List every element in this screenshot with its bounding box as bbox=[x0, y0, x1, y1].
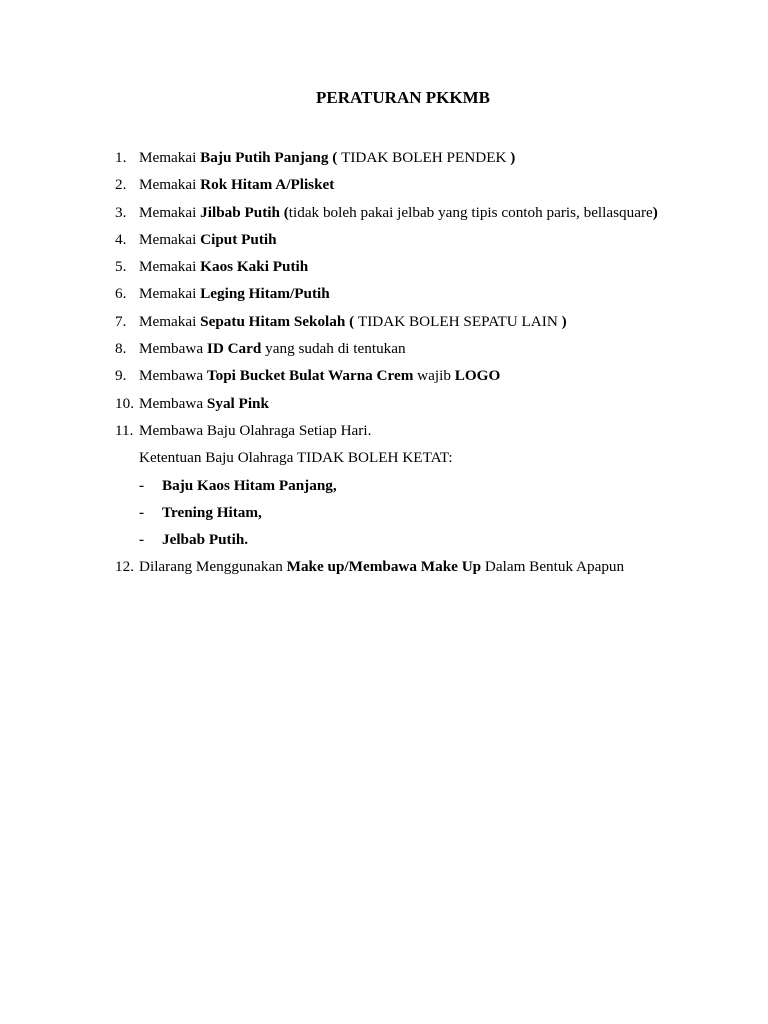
rule-text: Memakai Leging Hitam/Putih bbox=[139, 285, 330, 303]
rule-item-6 bbox=[115, 283, 745, 310]
rule-text: Membawa ID Card yang sudah di tentukan bbox=[139, 340, 406, 358]
rule-number: 11. bbox=[115, 421, 134, 439]
rules-list bbox=[115, 147, 745, 584]
rule-text: Memakai Rok Hitam A/Plisket bbox=[139, 176, 335, 194]
document-title: PERATURAN PKKMB bbox=[316, 88, 490, 107]
rule-text: Memakai Baju Putih Panjang ( TIDAK BOLEH PENDEK ) bbox=[139, 149, 516, 166]
rule-item-8 bbox=[115, 338, 745, 365]
rule-number: 1. bbox=[115, 149, 127, 166]
rule-text: Memakai Kaos Kaki Putih bbox=[139, 258, 309, 276]
rule-text: Memakai Jilbab Putih (tidak boleh pakai jelbab yang tipis contoh paris, bellasquare) bbox=[139, 203, 658, 221]
rule-number: 5. bbox=[115, 258, 127, 276]
rule-text: Membawa Syal Pink bbox=[139, 394, 269, 412]
sportswear-item-text: Trening Hitam, bbox=[162, 503, 262, 521]
rule-item-2 bbox=[115, 174, 745, 201]
rule-number: 7. bbox=[115, 312, 127, 330]
rule-number: 9. bbox=[115, 367, 127, 385]
rule-number: 4. bbox=[115, 230, 127, 248]
sportswear-heading bbox=[115, 447, 745, 474]
rule-text: Membawa Topi Bucket Bulat Warna Crem wajib LOGO bbox=[139, 367, 501, 385]
rule-number: 6. bbox=[115, 285, 127, 303]
rule-item-9 bbox=[115, 365, 745, 392]
rule-text: Memakai Ciput Putih bbox=[139, 230, 277, 248]
rule-item-4 bbox=[115, 229, 745, 256]
rule-number: 2. bbox=[115, 176, 127, 194]
rule-item-5 bbox=[115, 256, 745, 283]
sportswear-item bbox=[115, 502, 745, 529]
sportswear-item-text: Baju Kaos Hitam Panjang, bbox=[162, 476, 337, 494]
rule-item-11 bbox=[115, 420, 745, 447]
dash-bullet: - bbox=[139, 503, 145, 521]
rule-item-3 bbox=[115, 202, 745, 229]
rule-number: 3. bbox=[115, 203, 127, 221]
rule-item-10 bbox=[115, 393, 745, 420]
rule-text: Membawa Baju Olahraga Setiap Hari. bbox=[139, 421, 372, 439]
sportswear-heading-text: Ketentuan Baju Olahraga TIDAK BOLEH KETAT: bbox=[139, 449, 453, 467]
sportswear-item-text: Jelbab Putih. bbox=[162, 531, 249, 549]
sportswear-item bbox=[115, 529, 745, 556]
rule-number: 12. bbox=[115, 558, 134, 576]
dash-bullet: - bbox=[139, 476, 145, 494]
rule-number: 10. bbox=[115, 394, 134, 412]
rule-text: Memakai Sepatu Hitam Sekolah ( TIDAK BOLEH SEPATU LAIN ) bbox=[139, 312, 567, 330]
rule-item-12 bbox=[115, 556, 745, 583]
rule-number: 8. bbox=[115, 340, 127, 358]
rule-text: Dilarang Menggunakan Make up/Membawa Make Up Dalam Bentuk Apapun bbox=[139, 558, 625, 576]
rule-item-7 bbox=[115, 311, 745, 338]
sportswear-item bbox=[115, 475, 745, 502]
dash-bullet: - bbox=[139, 531, 145, 549]
rule-item-1 bbox=[115, 147, 745, 174]
